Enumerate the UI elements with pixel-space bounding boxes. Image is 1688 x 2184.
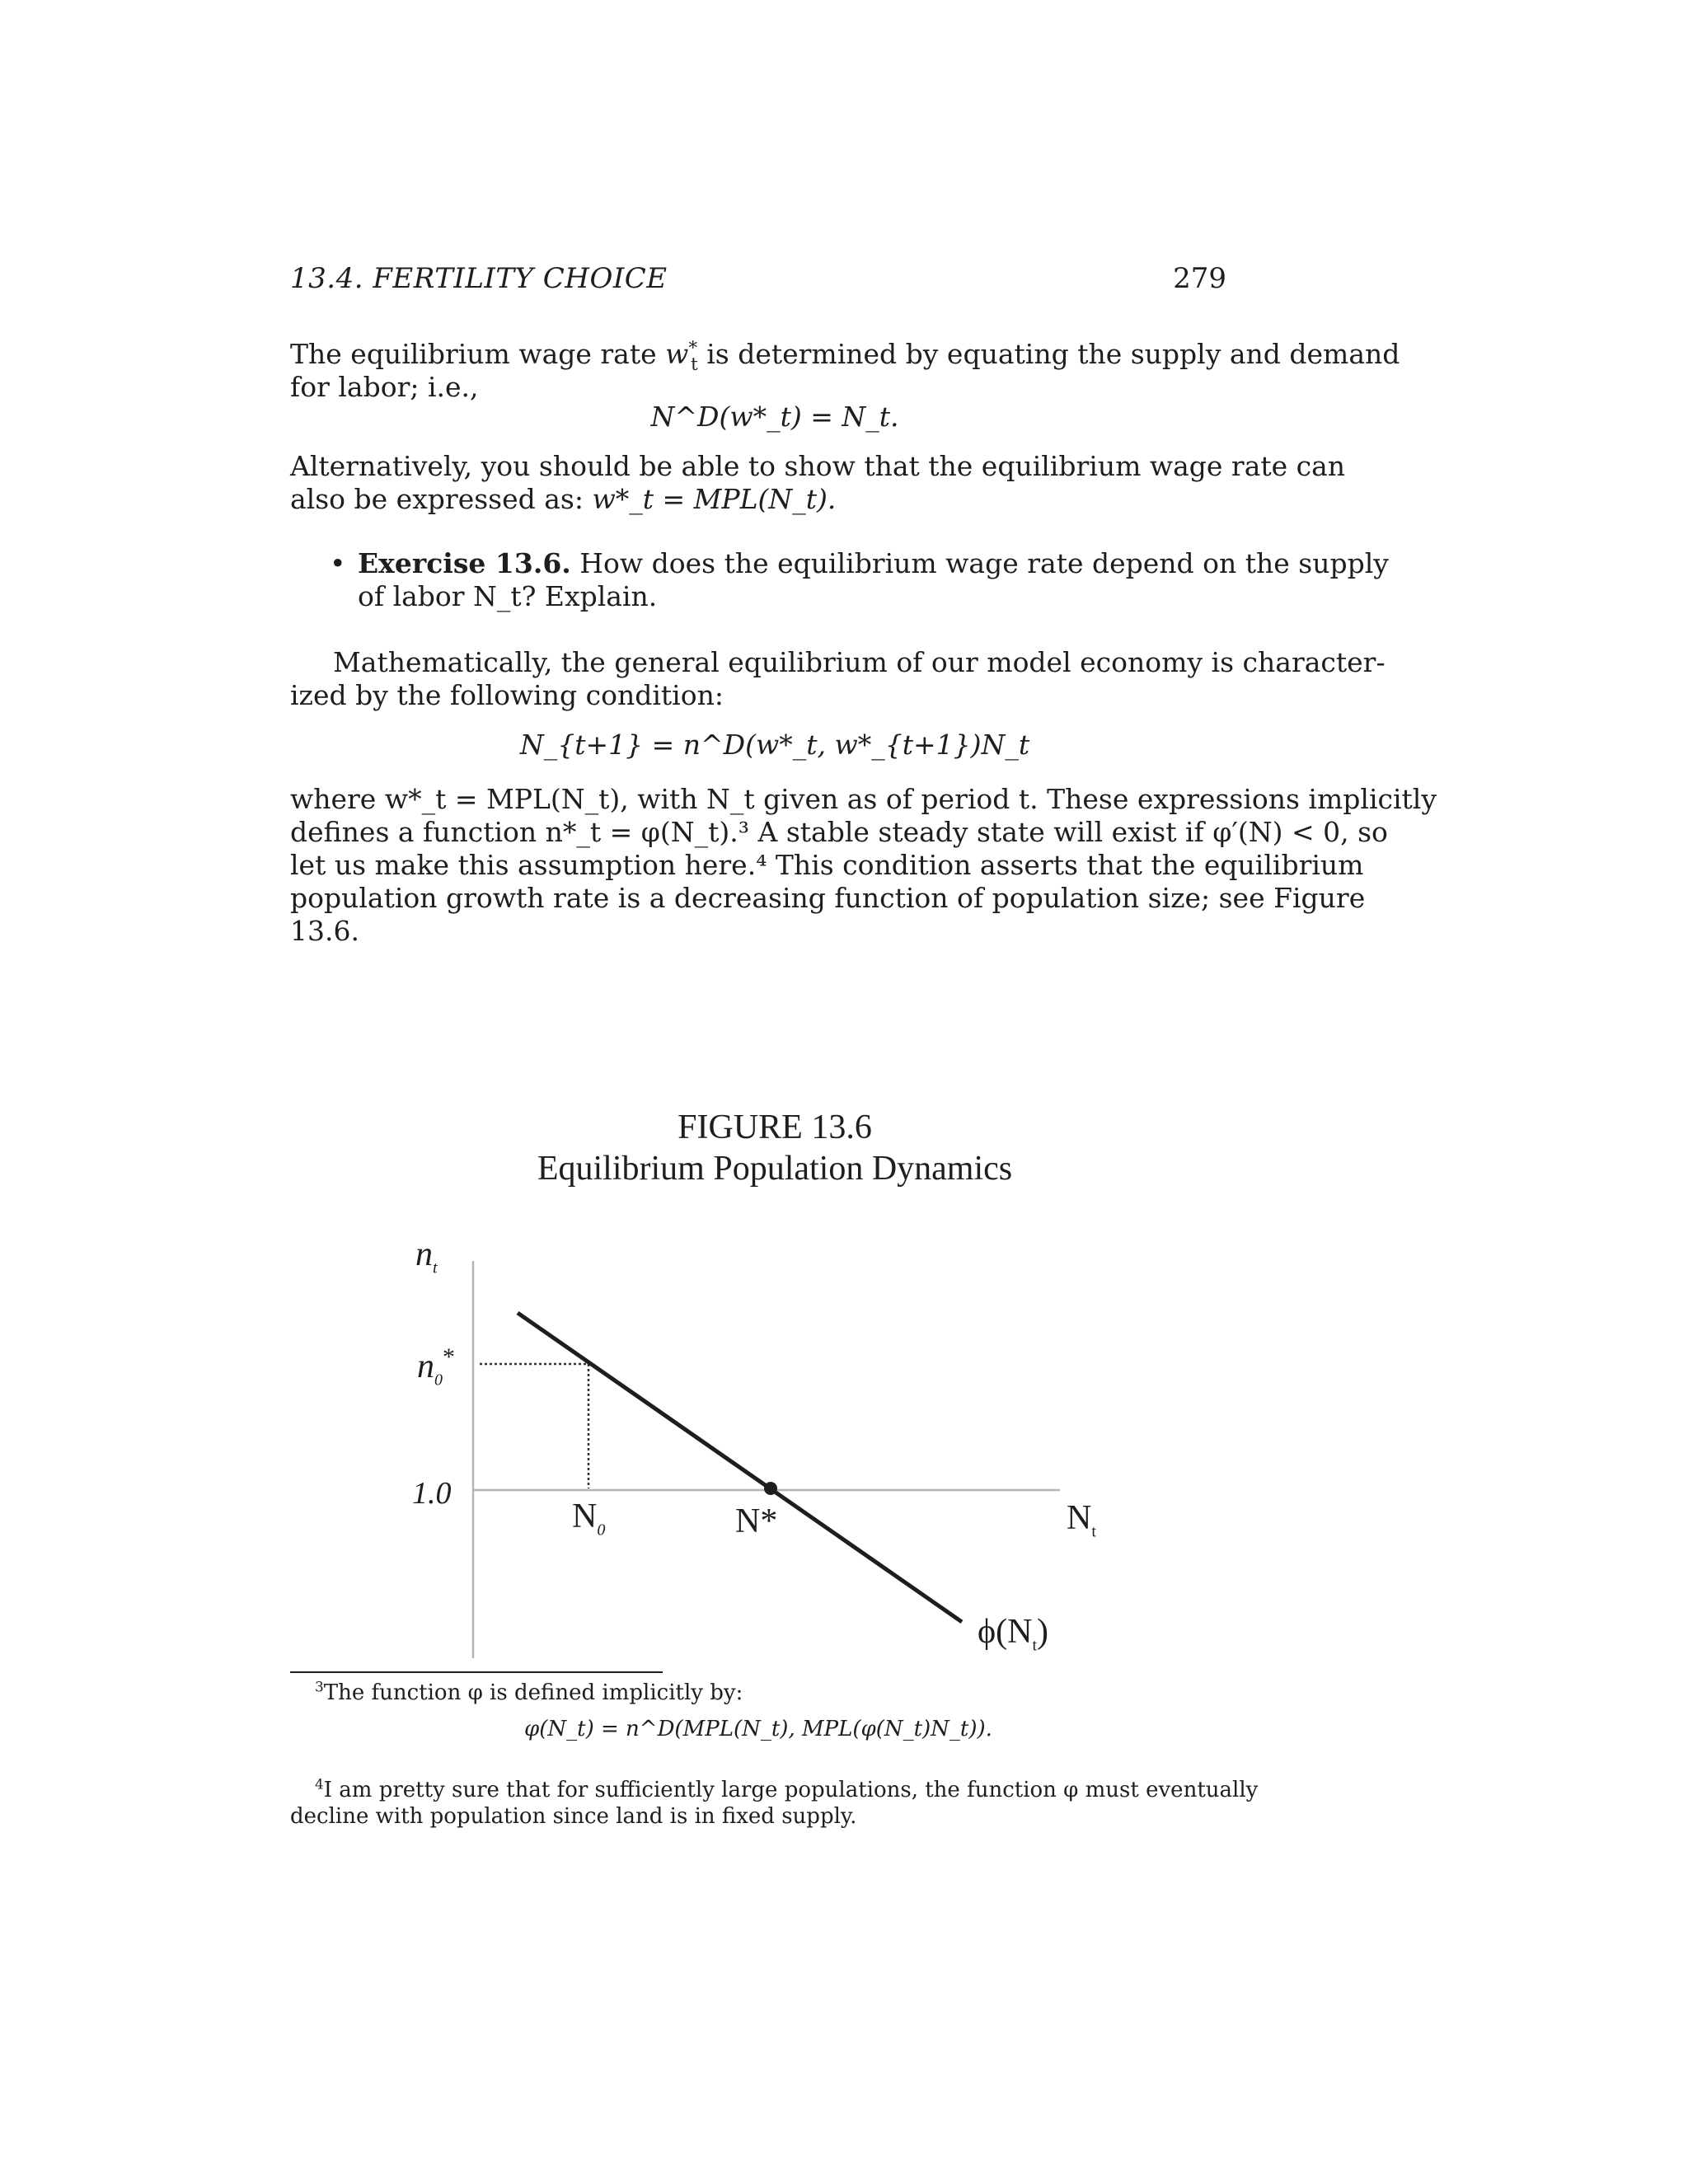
footnote-rule xyxy=(290,1671,663,1673)
footnote-text: The function φ is defined implicitly by: xyxy=(323,1680,743,1705)
bullet-dot: • xyxy=(330,547,346,579)
exercise-label: Exercise 13.6. xyxy=(358,547,571,579)
n0-star-label xyxy=(417,1343,455,1390)
y-axis-label xyxy=(415,1235,438,1277)
figure-title: Equilibrium Population Dynamics xyxy=(537,1150,1013,1188)
paragraph-line: let us make this assumption here.⁴ This condition asserts that the equilibrium xyxy=(290,849,1364,881)
footnote-3 xyxy=(315,1680,1251,1706)
text-run: How does the equilibrium wage rate depend on the supply xyxy=(570,547,1389,579)
footnote-mark: 3 xyxy=(315,1678,324,1695)
paragraph-line: where w*_t = MPL(N_t), with N_t given as of period t. These expressions implicitly xyxy=(290,783,1437,815)
x-axis-label xyxy=(1067,1498,1096,1541)
math-sup: * xyxy=(688,338,698,359)
exercise-line: of labor N_t? Explain. xyxy=(358,580,658,612)
label-sub: t xyxy=(433,1258,438,1277)
label-main: n xyxy=(415,1235,433,1273)
text-run: also be expressed as: xyxy=(290,483,593,515)
inline-equation: w*_t = MPL(N_t). xyxy=(592,483,837,515)
footnote-line: decline with population since land is in fixed supply. xyxy=(290,1804,857,1829)
label-main: ϕ(N xyxy=(978,1613,1033,1651)
label-sub: 0 xyxy=(597,1521,606,1540)
paragraph-line: population growth rate is a decreasing function of population size; see Figure xyxy=(290,882,1366,914)
one-label: 1.0 xyxy=(412,1476,452,1511)
figure-number: FIGURE 13.6 xyxy=(678,1108,872,1146)
label-close: ) xyxy=(1037,1613,1048,1651)
label-main: n xyxy=(417,1347,434,1385)
N0-label xyxy=(572,1497,606,1540)
equation-labor-market: N^D(w*_t) = N_t. xyxy=(650,401,899,433)
label-star: * xyxy=(443,1343,455,1371)
paragraph-line: for labor; i.e., xyxy=(290,371,479,403)
paragraph-line: ized by the following condition: xyxy=(290,679,724,711)
label-sub: t xyxy=(1032,1636,1037,1655)
equation-population-law: N_{t+1} = n^D(w*_t, w*_{t+1})N_t xyxy=(519,729,1030,761)
running-header-section: 13.4. FERTILITY CHOICE xyxy=(290,262,668,295)
paragraph-line: defines a function n*_t = φ(N_t).³ A stable steady state will exist if φ′(N) < 0, so xyxy=(290,816,1388,848)
footnote-line xyxy=(290,1775,1259,1803)
Nstar-label: N* xyxy=(735,1502,778,1540)
label-main: N xyxy=(1067,1499,1092,1537)
math-var: w xyxy=(665,338,689,370)
label-sub: 0 xyxy=(434,1371,443,1390)
text-run: is determined by equating the supply and demand xyxy=(697,338,1400,370)
footnote-text: I am pretty sure that for sufficiently large populations, the function φ must eventually xyxy=(323,1778,1259,1802)
phi-curve xyxy=(518,1313,962,1622)
footnote-4 xyxy=(290,1775,1259,1830)
paragraph-line: Mathematically, the general equilibrium of our model economy is character- xyxy=(333,646,1386,678)
footnote-3-equation: φ(N_t) = n^D(MPL(N_t), MPL(φ(N_t)N_t)). xyxy=(524,1717,992,1741)
math-sub: t xyxy=(691,354,698,375)
steady-state-point xyxy=(764,1482,777,1495)
paragraph-line: Alternatively, you should be able to show that the equilibrium wage rate can xyxy=(290,450,1346,482)
phi-curve-label xyxy=(978,1612,1048,1655)
text-run: The equilibrium wage rate xyxy=(290,338,666,370)
paragraph-line: 13.6. xyxy=(290,915,359,947)
label-sub: t xyxy=(1091,1522,1096,1541)
page-number: 279 xyxy=(1173,262,1226,295)
label-main: N xyxy=(572,1497,598,1535)
footnote-mark: 4 xyxy=(315,1775,324,1793)
